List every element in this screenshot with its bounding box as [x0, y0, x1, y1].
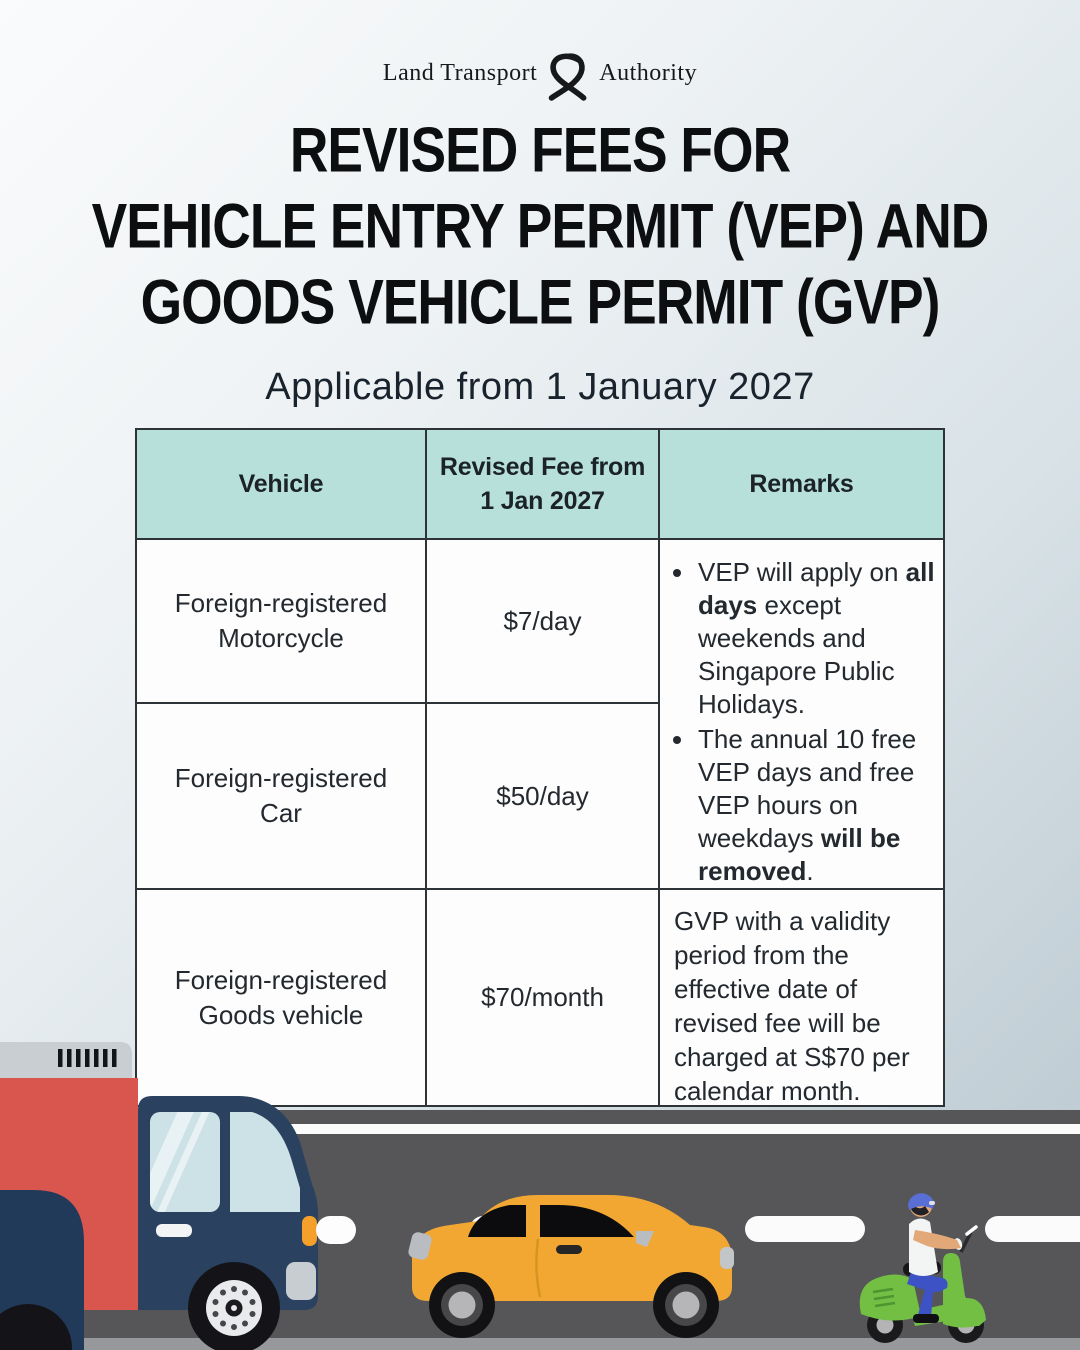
effective-date-subtitle: Applicable from 1 January 2027 [265, 366, 815, 408]
cell-vehicle-motorcycle: Foreign-registered Motorcycle [137, 540, 427, 704]
lane-dash [985, 1216, 1080, 1242]
header-fee-line2: 1 Jan 2027 [480, 487, 605, 515]
scooter-illustration [855, 1178, 995, 1350]
fee-table [135, 428, 945, 1107]
truck-illustration [0, 1038, 360, 1350]
header-fee [427, 430, 660, 540]
vep-remarks-list [670, 556, 935, 890]
car-front-wheel [653, 1272, 719, 1338]
title-line-3: GOODS VEHICLE PERMIT (GVP) [140, 266, 940, 338]
cell-remarks-vep [660, 540, 945, 890]
rider-shoe [913, 1314, 939, 1323]
car-rear-wheel [429, 1272, 495, 1338]
header-vehicle: Vehicle [137, 430, 427, 540]
lta-ribbon-icon [542, 52, 594, 104]
truck-headlight [302, 1216, 317, 1246]
road-illustration [0, 1030, 1080, 1350]
header-fee-line1: Revised Fee from [439, 453, 646, 481]
cell-fee-car: $50/day [427, 704, 660, 890]
lane-dash [745, 1216, 865, 1242]
remark-bullet-2: • The annual 10 free VEP days and free VEP hours on weekdays will be removed. [696, 723, 935, 888]
title-line-2: VEHICLE ENTRY PERMIT (VEP) AND [91, 190, 989, 262]
lta-logo-text-right: Authority [599, 59, 698, 86]
cell-fee-goods: $70/month [427, 890, 660, 1107]
rider-helmet-visor [929, 1201, 935, 1205]
header-remarks: Remarks [660, 430, 945, 540]
truck-door-handle [156, 1224, 192, 1237]
car-door-handle [556, 1245, 582, 1254]
car-headlight [720, 1247, 734, 1269]
cell-remarks-gvp: GVP with a validity period from the effective date of revised fee will be charged at S$70 per calendar month. [660, 890, 945, 1107]
car-illustration [398, 1183, 746, 1348]
cell-vehicle-goods: Foreign-registered Goods vehicle [137, 890, 427, 1107]
car-rear-window [468, 1205, 526, 1237]
page-title [0, 112, 1080, 340]
truck-headlight-beam [316, 1216, 356, 1244]
cell-vehicle-car: Foreign-registered Car [137, 704, 427, 890]
lta-logo [0, 42, 1080, 104]
title-line-1: REVISED FEES FOR [289, 114, 791, 186]
truck-bumper [286, 1262, 316, 1300]
truck-front-wheel [188, 1262, 280, 1350]
lta-logo-text-left: Land Transport [382, 59, 538, 86]
cell-fee-motorcycle: $7/day [427, 540, 660, 704]
remark-bullet-1: • VEP will apply on all days except weekends and Singapore Public Holidays. [696, 556, 935, 721]
